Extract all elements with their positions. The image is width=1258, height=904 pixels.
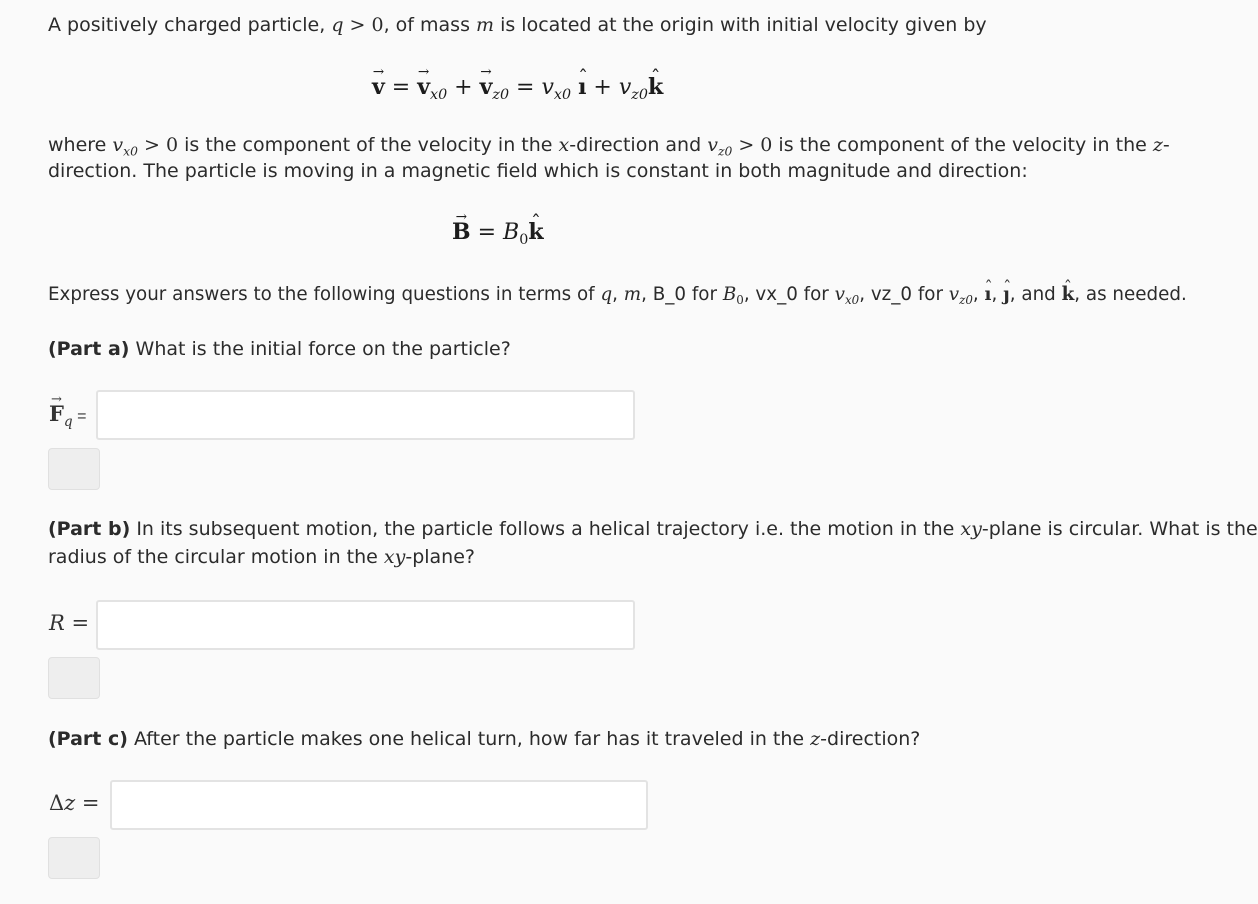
j-hat: ˆ ȷ — [1003, 284, 1010, 305]
express-text-d: , vz_0 for — [859, 284, 949, 305]
scalar-B0: B — [503, 220, 520, 245]
comma-3: , — [991, 284, 1004, 305]
var-x: x — [558, 134, 570, 156]
express-text — [48, 284, 1187, 307]
express-text-c: , vx_0 for — [743, 284, 835, 305]
part-b-text-c: radius of the circular motion in the — [48, 546, 384, 568]
vec-vx0: → v — [417, 74, 430, 100]
var-vx0: v — [834, 284, 845, 305]
equals: = — [470, 220, 504, 245]
equals: = — [75, 791, 100, 815]
var-vz0: v — [948, 284, 960, 305]
part-a-question — [48, 338, 511, 360]
delta-symbol: Δ — [49, 791, 65, 815]
scalar-vx0: v — [541, 75, 554, 100]
where-text-e: - — [1162, 134, 1170, 156]
part-a-label — [49, 401, 86, 430]
plus: + — [447, 75, 480, 100]
k-hat: ˆ k — [1062, 284, 1075, 305]
part-c-submit-button[interactable] — [48, 837, 100, 879]
where-text-d: is the component of the velocity in the — [772, 134, 1153, 156]
express-text-e: , and — [1009, 284, 1062, 305]
comma-2: , — [972, 284, 985, 305]
sub-q: q — [63, 413, 73, 430]
part-c-text-a: After the particle makes one helical turn, how far has it traveled in the — [127, 728, 811, 750]
express-text-f: , as needed. — [1074, 284, 1187, 305]
k-hat: ˆ k — [528, 219, 543, 245]
var-xy: xy — [960, 518, 982, 540]
part-a-submit-button[interactable] — [48, 448, 100, 490]
equals-2: = — [509, 75, 542, 100]
var-z: z — [64, 791, 76, 815]
part-c-heading: (Part c) — [48, 728, 128, 750]
var-q: q — [331, 14, 344, 36]
var-m: m — [476, 14, 495, 36]
sub-0: 0 — [736, 293, 744, 308]
where-text-a: where — [48, 134, 113, 156]
part-b-submit-button[interactable] — [48, 657, 100, 699]
sub-x0-scalar: x0 — [553, 87, 572, 103]
var-z: z — [1152, 134, 1163, 156]
sub-z0-scalar: z0 — [631, 87, 648, 103]
part-c-question — [48, 728, 920, 750]
sub-x0: x0 — [430, 87, 448, 103]
i-hat: ˆ ı — [578, 74, 586, 100]
var-xy: xy — [383, 546, 406, 568]
part-b-question-line-2 — [48, 546, 475, 568]
part-c-answer-input[interactable] — [110, 780, 648, 830]
vec-vz0: → v — [480, 74, 493, 100]
intro-text-a: A positively charged particle, — [48, 14, 332, 36]
vec-B: → B — [452, 219, 471, 245]
plus-2: + — [586, 75, 619, 100]
part-a-answer-input[interactable] — [96, 390, 635, 440]
i-hat: ˆ ı — [985, 284, 992, 305]
where-text-b: is the component of the velocity in the — [178, 134, 559, 156]
comma-1: , — [612, 284, 624, 305]
part-b-heading: (Part b) — [48, 518, 131, 540]
equals: = — [384, 75, 418, 100]
velocity-equation — [372, 74, 663, 103]
intro-text — [48, 14, 987, 36]
var-z: z — [810, 728, 821, 750]
sub-0: 0 — [519, 232, 529, 248]
part-b-text-a: In its subsequent motion, the particle follows a helical trajectory i.e. the motion in the — [130, 518, 961, 540]
where-text-c: -direction and — [569, 134, 708, 156]
where-line-2: direction. The particle is moving in a magnetic field which is constant in both magnitude and direction: — [48, 160, 1028, 182]
sub-z0: z0 — [492, 87, 510, 103]
part-b-question-line-1 — [48, 518, 1258, 540]
equals: = — [72, 408, 87, 425]
part-c-text-b: -direction? — [820, 728, 921, 750]
var-m: m — [623, 284, 642, 305]
field-equation — [452, 219, 544, 248]
express-text-b: , B_0 for — [641, 284, 723, 305]
sub-x0: x0 — [844, 293, 860, 308]
vec-v: → v — [372, 74, 385, 100]
intro-text-c: is located at the origin with initial velocity given by — [494, 14, 987, 36]
part-a-text: What is the initial force on the particle? — [129, 338, 511, 360]
var-vz0: v — [707, 134, 718, 156]
var-vx0: v — [112, 134, 124, 156]
gt-zero: > 0 — [343, 14, 384, 36]
var-B0: B — [722, 284, 737, 305]
part-c-label — [49, 791, 100, 815]
part-b-text-b: -plane is circular. What is the — [981, 518, 1258, 540]
sub-z0: z0 — [717, 144, 733, 159]
part-b-label: R = — [49, 611, 90, 635]
scalar-vz0: v — [618, 75, 632, 100]
vec-F: → F — [49, 401, 64, 426]
gt-zero-a: > 0 — [137, 134, 179, 156]
where-line-1 — [48, 134, 1170, 158]
var-q: q — [600, 284, 613, 305]
gt-zero-b: > 0 — [732, 134, 773, 156]
part-b-answer-input[interactable] — [96, 600, 635, 650]
sub-x0: x0 — [123, 144, 138, 159]
k-hat: ˆ k — [648, 74, 663, 100]
part-b-text-d: -plane? — [405, 546, 475, 568]
sub-z0: z0 — [959, 293, 973, 308]
intro-text-b: , of mass — [383, 14, 477, 36]
part-a-heading: (Part a) — [48, 338, 130, 360]
express-text-a: Express your answers to the following questions in terms of — [48, 284, 601, 305]
